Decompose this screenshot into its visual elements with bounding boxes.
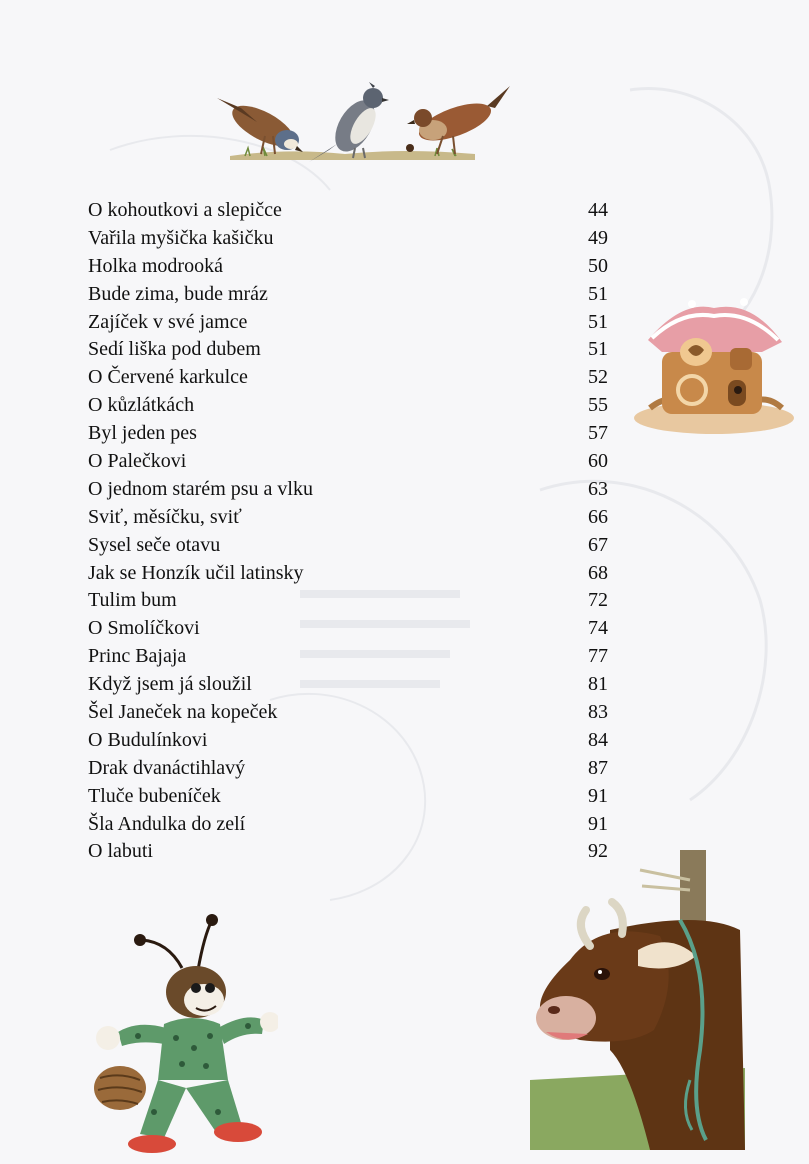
toc-entry — [88, 727, 608, 755]
toc-entry — [88, 699, 608, 727]
toc-entry-title: O Červené karkulce — [88, 366, 248, 389]
toc-entry-title: O kohoutkovi a slepičce — [88, 199, 282, 221]
table-of-contents — [88, 197, 608, 866]
toc-entry — [88, 615, 608, 643]
gingerbread-house-illustration — [632, 290, 797, 440]
toc-entry-page-number: 91 — [588, 784, 608, 807]
toc-entry-title: Když jsem já sloužil — [88, 673, 252, 696]
toc-entry — [88, 197, 608, 225]
toc-entry-page-number: 51 — [588, 310, 608, 333]
toc-entry-page-number: 74 — [588, 617, 608, 640]
toc-entry-title: O kůzlátkách — [88, 394, 195, 417]
toc-entry-title: Sedí liška pod dubem — [88, 338, 261, 361]
toc-entry-title: Zajíček v své jamce — [88, 310, 248, 333]
toc-entry-page-number: 72 — [588, 589, 608, 612]
toc-entry-title: O Smolíčkovi — [88, 617, 200, 640]
toc-entry-title: O Palečkovi — [88, 450, 187, 473]
toc-entry-title: Princ Bajaja — [88, 645, 187, 668]
toc-entry-page-number: 52 — [588, 366, 608, 389]
toc-entry-page-number: 77 — [588, 645, 608, 668]
toc-entry-page-number: 83 — [588, 701, 608, 724]
toc-entry-title: Sysel seče otavu — [88, 533, 221, 556]
toc-entry-title: Tulim bum — [88, 589, 177, 612]
toc-entry-title: Tluče bubeníček — [88, 784, 221, 807]
toc-entry — [88, 504, 608, 532]
toc-entry — [88, 560, 608, 588]
toc-entry-page-number: 87 — [588, 756, 608, 779]
toc-entry — [88, 309, 608, 337]
toc-entry-title: O labuti — [88, 840, 153, 863]
toc-entry-title: Byl jeden pes — [88, 422, 197, 445]
toc-entry-title: Drak dvanáctihlavý — [88, 756, 246, 779]
toc-entry-page-number: 66 — [588, 505, 608, 528]
toc-entry-page-number: 50 — [588, 254, 608, 277]
toc-entry-page-number: 63 — [588, 477, 608, 500]
toc-entry-page-number: 51 — [588, 282, 608, 305]
toc-entry-page-number: 84 — [588, 728, 608, 751]
toc-entry — [88, 587, 608, 615]
toc-entry-title: Jak se Honzík učil latinsky — [88, 561, 304, 584]
toc-entry — [88, 783, 608, 811]
toc-entry — [88, 392, 608, 420]
toc-entry-page-number: 91 — [588, 812, 608, 835]
toc-entry-page-number: 81 — [588, 673, 608, 696]
toc-entry-title: Vařila myšička kašičku — [88, 226, 274, 249]
toc-entry — [88, 281, 608, 309]
toc-entry-title: Šla Andulka do zelí — [88, 812, 246, 835]
toc-entry-title: O Budulínkovi — [88, 728, 208, 751]
toc-entry-title: Sviť, měsíčku, sviť — [88, 505, 242, 528]
toc-entry — [88, 532, 608, 560]
toc-entry-page-number: 44 — [588, 199, 608, 221]
ant-in-pajamas-illustration — [78, 912, 278, 1162]
toc-entry — [88, 643, 608, 671]
toc-entry — [88, 253, 608, 281]
toc-entry-page-number: 68 — [588, 561, 608, 584]
toc-entry — [88, 476, 608, 504]
toc-entry-title: Šel Janeček na kopeček — [88, 701, 278, 724]
toc-entry — [88, 671, 608, 699]
toc-entry-title: Bude zima, bude mráz — [88, 282, 268, 305]
toc-entry — [88, 420, 608, 448]
toc-entry — [88, 364, 608, 392]
toc-entry — [88, 448, 608, 476]
toc-entry-title: O jednom starém psu a vlku — [88, 477, 313, 500]
toc-entry — [88, 811, 608, 839]
toc-entry-page-number: 60 — [588, 450, 608, 473]
sparrows-illustration — [205, 78, 515, 162]
toc-entry-page-number: 55 — [588, 394, 608, 417]
toc-entry-title: Holka modrooká — [88, 254, 223, 277]
toc-entry — [88, 336, 608, 364]
toc-entry-page-number: 49 — [588, 226, 608, 249]
toc-entry-page-number: 57 — [588, 422, 608, 445]
toc-entry — [88, 225, 608, 253]
toc-entry-page-number: 51 — [588, 338, 608, 361]
cow-illustration — [530, 850, 745, 1150]
toc-entry-page-number: 67 — [588, 533, 608, 556]
toc-entry — [88, 755, 608, 783]
toc-entry-page-number: 92 — [588, 840, 608, 863]
